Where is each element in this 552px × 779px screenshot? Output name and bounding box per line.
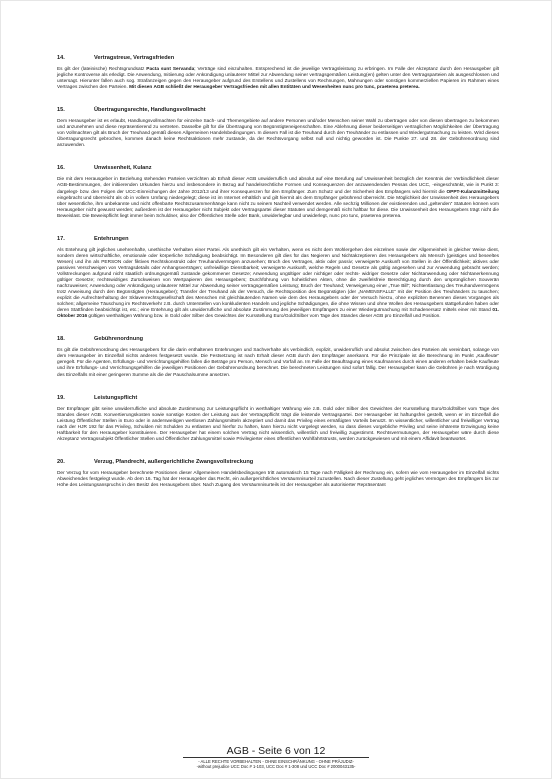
section: [57, 106, 499, 149]
text-run: gültigen werthaltigen Währung bzw. in Gold oder Silber des Gewichtes der Kursstellung Euro/Gold/Silber vom Tage des Standes dieser AGB pro Einzelfall und Position.: [87, 314, 441, 320]
section-paragraph: [57, 67, 499, 91]
section-heading: [57, 335, 499, 343]
footer-ucc-note: -without prejudice UCC Doc # 1-103, UCC Doc # 1-308 und UCC Doc # 2000043135-: [196, 764, 356, 770]
section-heading: [57, 394, 499, 402]
section-number: 14.: [57, 55, 65, 61]
section-number: 17.: [57, 235, 65, 242]
section-heading: [57, 458, 499, 466]
section-number: 19.: [57, 394, 65, 401]
text-run: eingebracht und überreicht als ob in vollem Umfang niedergelegt; diese ist im Internet erhältlich und gilt hiermit als dem Empfänger gebührend überreicht. Die Möglichkeit der Unwissenheit des Herausgebers über wesentliche, ihm unbekannte und nicht offenbarte Rechtszusammenhänge kann nicht zu seinem Nachteil verwendet werden. Alle sechzig Millionen der existierenden und „geltenden“ Statuten können vom Herausgeber nicht gewusst werden; außerdem ist der Herausgeber nicht Subjekt oder Vertragspartei dieser Statuten und demgemäß nicht haftbar für diese. Die Unwissenheit des Herausgebers trägt nicht die Beweislast. Die Beweispflicht liegt immer beim Schuldner, also der Öffentlichen Stelle oder Bank, unwiderlegbar und unwiderlegt, nunc pro tunc, praeterea preterea.: [57, 195, 499, 219]
document-body: [57, 54, 499, 504]
text-run: Als Entehrung gilt jegliches unehrenhafte, unethische Verhalten einer Partei. Als unethisch gilt ein Verhalten, wenn es nicht dem Wohlergehen des einzelnen sowie der Allgemeinheit in gleicher Weise dient, sondern deren wirtschaftliche, emotionale oder körperliche Schädigung beabsichtigt. Im Besonderen gilt dies für das Negieren und Nichtakzeptieren des Herausgebers als Mensch (geistiges und beseeltes Wesen) und ihn als PERSON oder fiktives Rechtskonstrukt oder Treuhandvermögen anzusehen; Bruch des Vertrages, aktiv oder passiv; verweigerte Auskunft von Stellen in der Öffentlichkeit; aktives oder passives Verschweigen von Vertragsdetails oder Anhangsverträgen; unfreiwillige Dienstbarkeit; verweigerte Auskunft, welche Regeln und Gesetze als gültig angesehen und zur Anwendung gebracht werden; Vollstreckungen aufgrund nicht staatlich ordnungsgemäß zustande gekommener Gesetze; Anwendung ungültiger oder nichtiger oder rechts- widriger Gesetze oder Nichtanwendung oder Nichtanerkennung gültiger Gesetze; rechtswidriges Zurückweisen von Wertpapieren des Herausgebers; Durchführung von hoheitlichen Akten, ohne die zweifelsfreie Berechtigung durch den ursprünglichen Souverän nachzuweisen; Anwendung oder Ankündigung unlauterer Mittel zur Abwendung seiner vertragsgemäßen Leistung; Bruch der Treuhand; Verweigerung einer „True Bill“; Nichtentlastung des Treuhandvermögens trotz Anweisung durch den Begünstigten (Herausgeber); Transfer der Treuhand als der Versuch, die Rechtsposition des Begünstigten (der „NAMENSFALLE“ mit der Position des Treuhänders zu tauschen; explizit die Aufrechterhaltung der Sklavenrechtsgesellschaft des Menschen mit gleichlautenden Namen wie dem des Herausgebers oder der Versuch hierzu, ohne expliziten Benennen dieses Vorganges als solchen; allgemeine Täuschung im Rechtsverkehr z.B. durch Unterstellen von konkludenten Handeln und jegliche Schädigungen, die ohne Wissen und ohne Wollen des Herausgebers stattgefunden haben oder deren Stattfinden beabsichtigt ist, etc.; eine Entehrung gilt als unwiderrufliche und absolute Zustimmung des jeweiligen Empfängers zu einer Wiedergutmachung mit Schadenersatz mittels einer mit Stand: [57, 247, 499, 314]
section-paragraph: [57, 348, 499, 378]
text-run: Die mit dem Herausgeber in Beziehung stehenden Parteien verzichten ab Erhalt dieser AGB unwiderruflich und absolut auf eine Berufung auf Unwissenheit bezüglich der Kenntnis der Verbindlichkeit dieser AGB-Bestimmungen, der initiierenden Urkunden hierzu und insbesondere in Bezug auf handelsrechtliche Formen und Konsequenzen der anzuwendenden Pessas des UCC, -eingeschränkt, wie in Punkt 3: dargelegt- bzw. den Folgen der UCC-Einreichungen der Jahre 2012/13 und ihrer Konsequenzen für den Empfänger. Zum Schutz und der Sicherheit des Empfängers wird hiermit die: [57, 177, 499, 195]
bold-text-run: 01. Oktober 2016: [57, 308, 499, 320]
section-number: 18.: [57, 336, 65, 343]
section-paragraph: [57, 471, 499, 489]
section-paragraph: [57, 407, 499, 443]
section-title: Übertragungsrechte, Handlungsvollmacht: [94, 107, 206, 114]
section-title: Entehrungen: [94, 235, 129, 242]
bold-text-run: Mit diesen AGB schließt der Herausgeber Vertragsfrieden mit allen Entitäten und Wesenheiten nunc pro tunc, praeterea preterea.: [129, 85, 420, 91]
text-run: Dem Herausgeber ist es erlaubt, Handlungsvollmachten für einzelne Sach- und Themengebiete auf andere Personen und/oder Menschen seiner Wahl zu übertragen oder von diesen übertragen zu bekommen und anzunehmen und diese repräsentierend zu vertreten. Dasselbe gilt für die Übertragung von Begünstigteneigenschaften. Eine Ablehnung dieser beiderseitigen vertraglichen Möglichkeiten der Übertragung von Vollmachten gilt als Bruch der Treuhand gemäß diesen Allgemeinen Handelsbedingungen. In diesem Fall ist die Treuhand durch den Treuhänder zu entlassen und Wiedergutmachung zu leisten. Wird dieses Übertragungsrecht gebrochen, kommen danach keine Rechtsaktionen mehr zustande, da der Rechtsvorgang selbst null und nichtig geworden ist. Die Punkte 27. und 28. der Gebührenordnung sind anzuwenden.: [57, 119, 499, 149]
page-number-label: AGB - Seite 6 von 12: [226, 745, 326, 757]
section-title: Verzug, Pfandrecht, außergerichtliche Zwangsvollstreckung: [94, 458, 254, 465]
section: [57, 335, 499, 378]
text-run: Der Empfänger gibt seine unwiderrufliche und absolute Zustimmung zur Leistungspflicht in werthaltiger Währung wie z.B. Gold oder Silber des Gewichtes der Kursstellung Euro/Gold/Silber vom Tage des Standes dieser AGB. Konvertierungskosten sowie sonstige Kosten der Leistung aus der Vertragspflicht trägt die leistende Vertragspartei. Der Herausgeber ist haftungsfrei gestellt, wenn er im Einzelfall die Leistung Öffentlicher Stellen in Euro oder in andersweitigen wertlosen Zahlungsmitteln akzeptiert und damit das Privileg eines ermäßigten Vorteils benutzt. Im wissentlicher, willentlicher und freiwilliger Vertrag nach der HJR 192 für das Privileg, Schulden mit Schulden zu entlasten und hierfür zu haften, kann hierzu nicht vorgelegt werden, so dass dieses vorgebliche Privileg und seine inhärente Erzwingung keine Haftbarkeit für den Herausgeber konstituieren. Der Herausgeber hat einem solchen Vertrag nicht wissentlich, willentlich und freiwillig zugestimmt. Rechtsvermutungen, der Herausgeber wäre durch diese Akzeptanz Vertragssubjekt Öffentlicher Stellen und Öffentlicher Zahlungsmittel sowie Privilegierter eines öffentlichen Wohlfahrtstrusts, werden zurückgewiesen und mit einem Affidavit beantwortet.: [57, 406, 499, 442]
bold-text-run: OPPT-Kulanzmitteilung: [446, 189, 499, 195]
text-run: Es gilt der (lateinische) Rechtsgrundsatz: [57, 67, 147, 72]
section-number: 16.: [57, 165, 65, 172]
section-title: Leistungspflicht: [94, 394, 138, 401]
section: [57, 235, 499, 321]
section-paragraph: [57, 119, 499, 149]
section-heading: [57, 106, 499, 114]
section-number: 20.: [57, 458, 65, 465]
footer-divider: [183, 757, 369, 758]
section-paragraph: [57, 248, 499, 321]
section-number: 15.: [57, 107, 65, 114]
section: [57, 458, 499, 489]
section-heading: [57, 235, 499, 243]
section-title: Gebührenordnung: [94, 336, 144, 343]
section-heading: [57, 164, 499, 172]
section-title: Vertragstreue, Vertragsfrieden: [94, 55, 175, 61]
section: [57, 164, 499, 219]
section-heading: [57, 54, 499, 62]
section: [57, 394, 499, 443]
text-run: ; Verträge sind einzuhalten. Entsprechend ist die jeweilige Vertragsleistung zu erbringen. Im Falle der Akzeptanz durch den Herausgeber gilt jegliche Kontroverse als erledigt. Die Anwendung, Initiierung oder Ankündigung unlauterer Mittel zur Abwendung seiner vertragsgemäßen Leistung(en) gelten unter den Vertragsparteien als ausgeschlossen und untersagt. Hierunter fallen auch sog. Strafanzeigen gegen den Herausgeber aufgrund des Erstellens und Zustellens von Rechnungen, Mahnungen oder sonstigen kommerziellen Papieren im Rahmen eines Vertrages zwischen den Parteien.: [57, 67, 499, 91]
footer-rights-note: - ALLE RECHTE VORBEHALTEN - OHNE EINSCHRÄNKUNG - OHNE PRÄJUDIZ-: [198, 759, 354, 764]
section: [57, 54, 499, 91]
section-paragraph: [57, 177, 499, 219]
page-footer: [0, 745, 552, 770]
bold-text-run: Pacta sunt Servanda: [146, 67, 195, 72]
text-run: Der Verzug für vom Herausgeber berechnete Positionen dieser Allgemeinen Handelsbedingungen tritt automatisch 15 Tage nach Fälligkeit der Rechnung ein, sofern wie vom Herausgeber im Einzelfall nichts Abweichendes festgelegt wurde. Ab dem 16. Tag hat der Herausgeber das Recht, ein außergerichtliches Versäumnisurteil zuzustellen. Nach dieser Zustellung geht jegliches Vermögen des Empfängers bis zur Höhe des Leistungsanspruchs in den Besitz des Herausgebers über. Nach Zugang des Versäumnisurteils ist der Herausgeber als autorisierter Repräsentant: [57, 470, 499, 488]
text-run: Es gilt die Gebührenordnung des Herausgebers für die darin enthaltenen Entehrungen und Sachverhalte als verbindlich, explizit, unwiderruflich und absolut zwischen den Parteien als vereinbart, solange von dem Herausgeber im Einzelfall nichts anderes festgesetzt wurde. Die Festsetzung ist nach Erhalt dieser AGB durch den Empfänger anerkannt. Für die Prinzipale ist die Berechnung im Punkt „Kaufleute“ geregelt. Für die Agenten, Erfüllungs- und Verrichtungsgehilfen fallen die Beträge pro Person, Mensch und Vorfall an. Im Falle der Beauftragung eines Kaufmannes durch einen anderen erhalten beide Kaufleute und ihre Erfüllungs- und Verrichtungsgehilfen die jeweiligen Positionen der Gebührenordnung berechnet. Die berechneten Leistungen sind sofort fällig. Der Herausgeber kann die Gebühren je nach Würdigung des Einzelfalls mit einer geringeren Summe als die der Pauschalsumme ansetzen.: [57, 348, 499, 378]
section-title: Unwissenheit, Kulanz: [94, 165, 152, 172]
